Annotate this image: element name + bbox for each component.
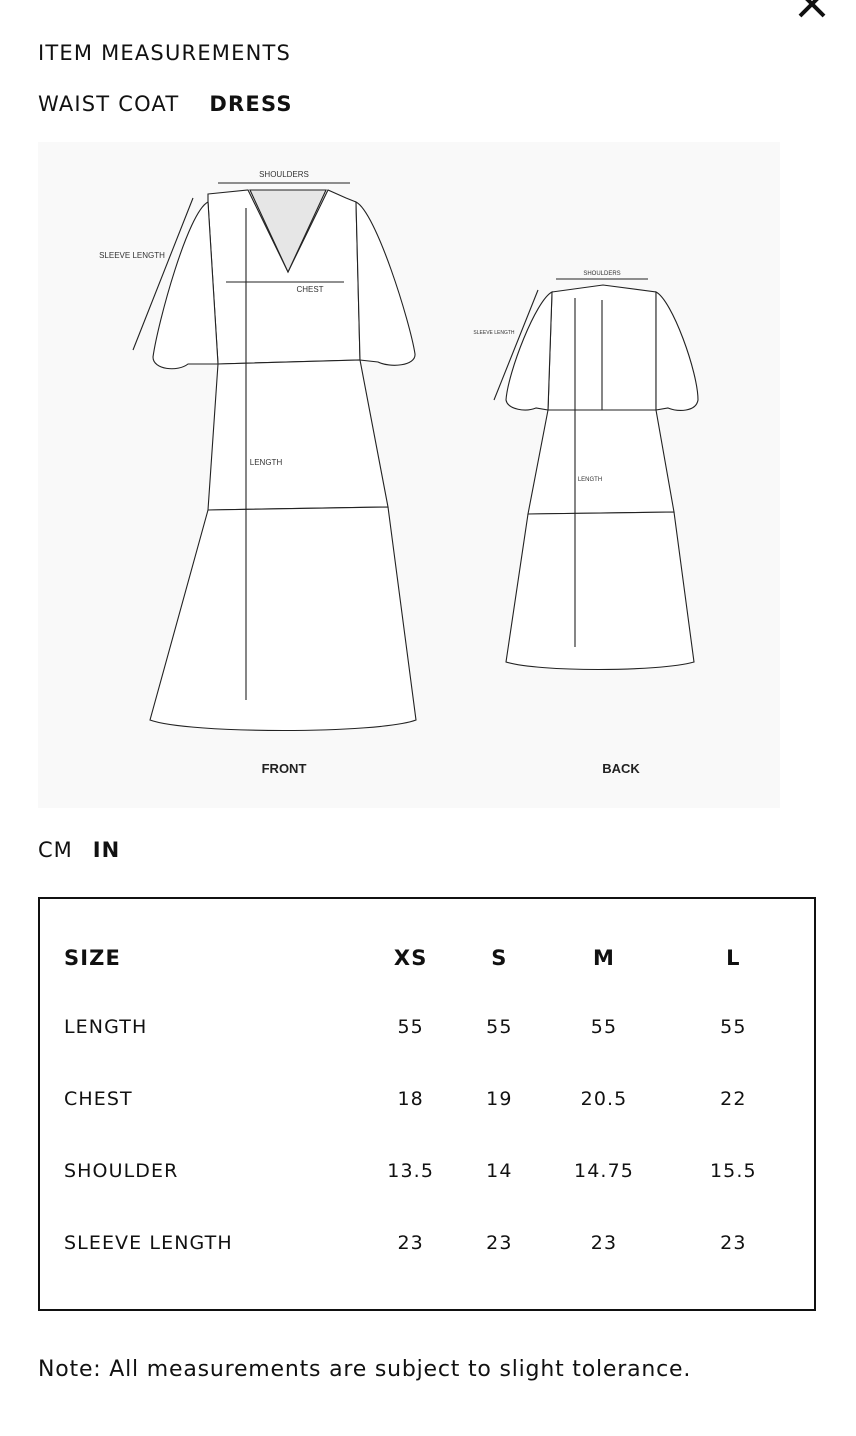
cell-value: 55 [720,1016,747,1038]
row-label: SHOULDER [64,1160,179,1182]
tab-waist-coat[interactable]: WAIST COAT [38,92,180,116]
header-size: SIZE [64,946,121,970]
table-row [64,1063,790,1135]
size-table [64,925,790,1279]
modal-title: ITEM MEASUREMENTS [38,41,292,65]
table-row [64,991,790,1063]
tolerance-note: Note: All measurements are subject to slight tolerance. [38,1357,692,1382]
back-caption: BACK [602,761,640,776]
unit-in[interactable]: IN [92,838,121,862]
front-sleeve-label: SLEEVE LENGTH [99,251,165,260]
dress-measurement-diagram [38,142,780,808]
cell-value: 55 [486,1016,513,1038]
back-sleeve-label: SLEEVE LENGTH [473,330,515,336]
tab-dress[interactable]: DRESS [209,92,293,116]
cell-value: 19 [486,1088,513,1110]
cell-value: 23 [397,1232,424,1254]
front-chest-label: CHEST [296,285,324,294]
cell-value: 23 [486,1232,513,1254]
cell-value: 14 [486,1160,513,1182]
row-label: CHEST [64,1088,133,1110]
cell-value: 13.5 [387,1160,435,1182]
cell-value: 20.5 [580,1088,628,1110]
garment-tabs [38,92,323,116]
cell-value: 55 [397,1016,424,1038]
cell-value: 14.75 [574,1160,634,1182]
unit-toggle [38,838,140,862]
header-s: S [491,946,508,970]
header-xs: XS [393,946,428,970]
table-row [64,1207,790,1279]
cell-value: 55 [590,1016,618,1038]
header-l: L [726,946,741,970]
table-row [64,1135,790,1207]
row-label: LENGTH [64,1016,148,1038]
cell-value: 22 [720,1088,747,1110]
unit-cm[interactable]: CM [38,838,73,862]
back-length-label: LENGTH [577,477,603,483]
header-m: M [593,946,615,970]
row-label: SLEEVE LENGTH [64,1232,233,1254]
back-shoulders-label: SHOULDERS [583,271,621,277]
close-icon[interactable] [794,0,830,22]
cell-value: 15.5 [709,1160,757,1182]
front-caption: FRONT [261,761,307,776]
size-table-container [38,897,816,1311]
cell-value: 18 [397,1088,424,1110]
front-length-label: LENGTH [249,458,283,467]
front-shoulders-label: SHOULDERS [259,170,309,179]
cell-value: 23 [590,1232,618,1254]
table-header-row [64,925,790,991]
cell-value: 23 [720,1232,747,1254]
